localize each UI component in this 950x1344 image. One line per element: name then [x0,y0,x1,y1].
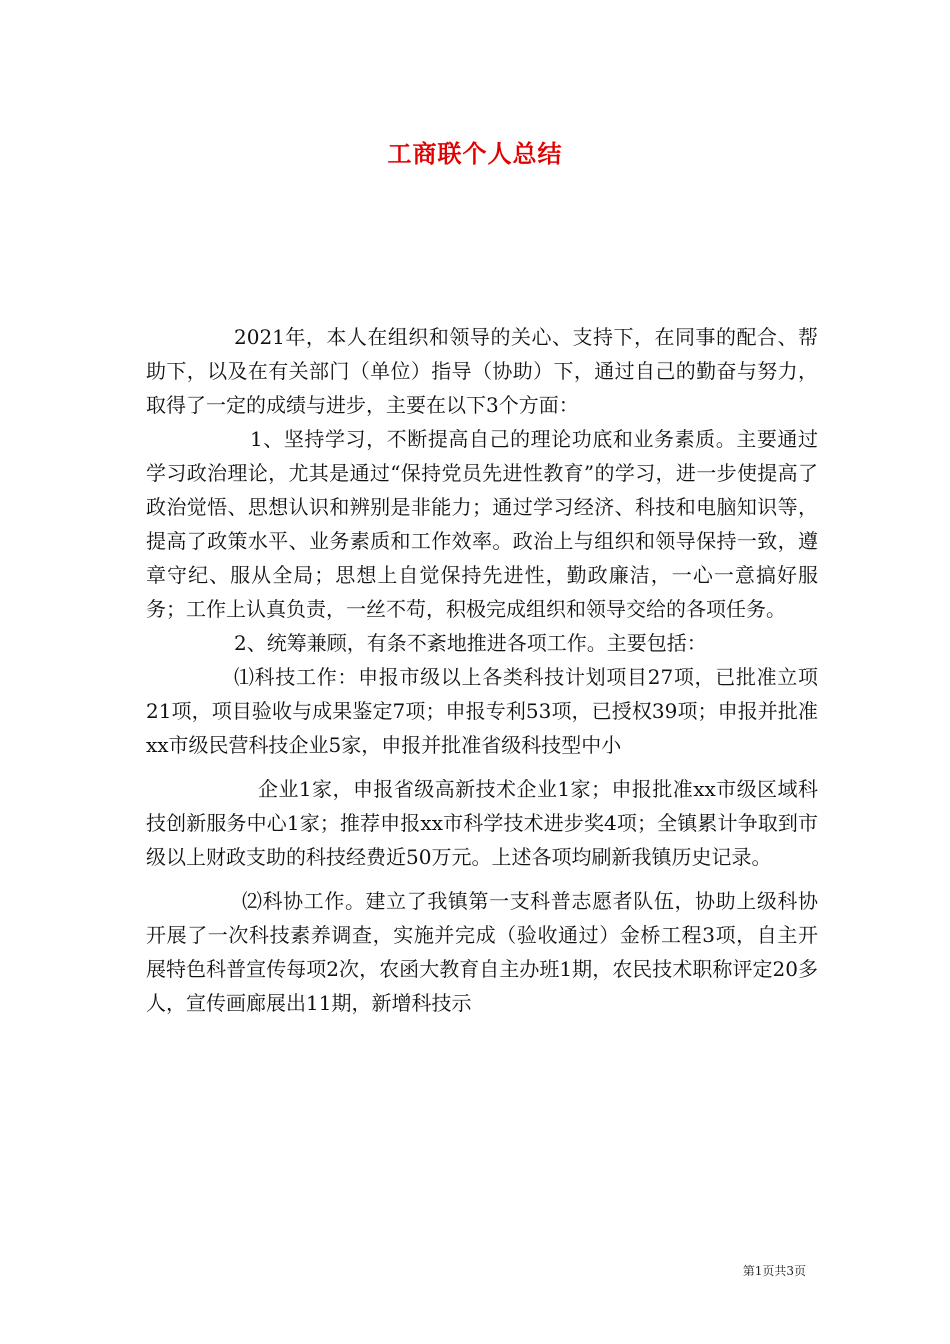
paragraph-science-association: ⑵科协工作。建立了我镇第一支科普志愿者队伍，协助上级科协开展了一次科技素养调查，实施并完成（验收通过）金桥工程3项，自主开展特色科普宣传每项2次，农函大教育自主办班1期，农民技术职称评定20多人，宣传画廊展出11期，新增科技示 [146,889,818,1015]
page-number: 第1页共3页 [742,1264,806,1278]
paragraph-study: 1、坚持学习，不断提高自己的理论功底和业务素质。主要通过学习政治理论，尤其是通过“保持党员先进性教育”的学习，进一步使提高了政治觉悟、思想认识和辨别是非能力；通过学习经济、科技和电脑知识等，提高了政策水平、业务素质和工作效率。政治上与组织和领导保持一致，遵章守纪、服从全局；思想上自觉保持先进性，勤政廉洁，一心一意搞好服务；工作上认真负责，一丝不苟，积极完成组织和领导交给的各项任务。 [146,427,818,621]
paragraph-intro: 2021年，本人在组织和领导的关心、支持下，在同事的配合、帮助下，以及在有关部门（单位）指导（协助）下，通过自己的勤奋与努力，取得了一定的成绩与进步，主要在以下3个方面： [146,325,818,417]
document-title: 工商联个人总结 [387,139,563,168]
paragraph-coordination: 2、统筹兼顾，有条不紊地推进各项工作。主要包括： [234,631,707,655]
paragraph-tech-work: ⑴科技工作：申报市级以上各类科技计划项目27项，已批准立项21项，项目验收与成果鉴定7项；申报专利53项，已授权39项；申报并批准xx市级民营科技企业5家，申报并批准省级科技型中小 [146,665,818,757]
paragraph-tech-work-continued: 企业1家，申报省级高新技术企业1家；申报批准xx市级区域科技创新服务中心1家；推荐申报xx市科学技术进步奖4项；全镇累计争取到市级以上财政支助的科技经费近50万元。上述各项均刷新我镇历史记录。 [146,777,818,869]
document-body [146,320,818,1020]
